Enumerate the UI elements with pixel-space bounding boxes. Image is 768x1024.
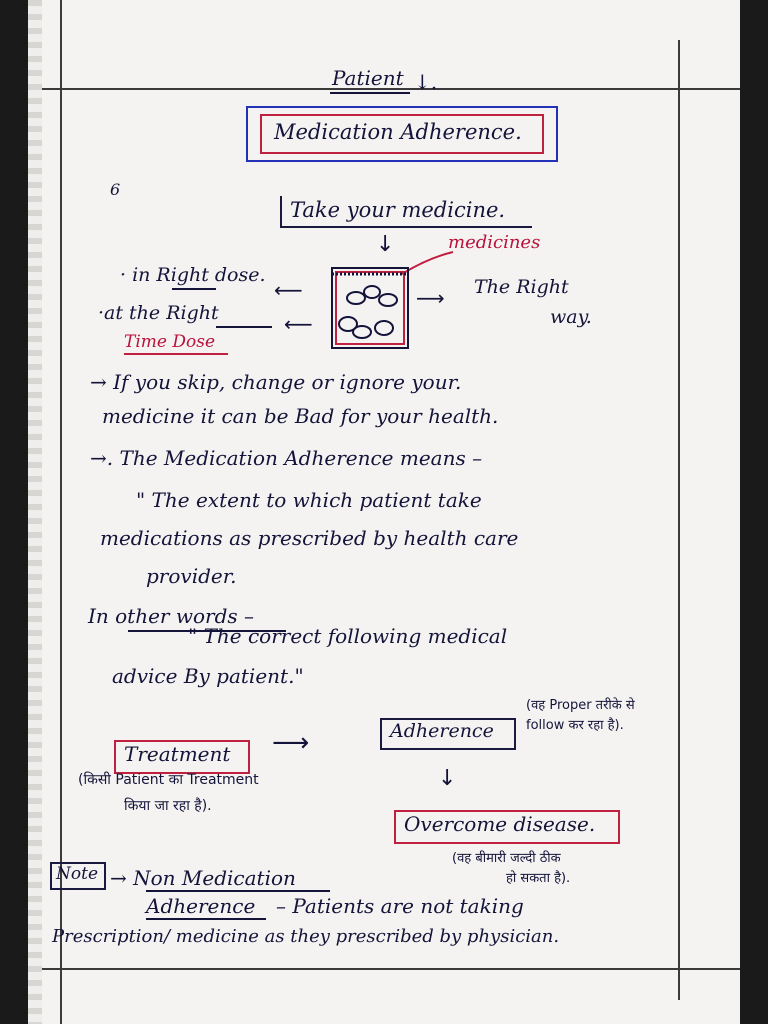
note-adherence: Adherence — [146, 894, 256, 918]
right-way-line1: The Right — [474, 276, 569, 298]
right-dose-item: · in Right dose. — [120, 264, 266, 286]
para1-line1: → If you skip, change or ignore your. — [90, 370, 462, 394]
note-adherence-underline — [146, 918, 266, 920]
other-words-line2: advice By patient." — [112, 664, 304, 688]
pill-strip-icon — [328, 264, 412, 352]
note-line1: → Non Medication — [110, 866, 296, 890]
down-arrow-icon: ↓ — [376, 232, 395, 257]
para2-line1: →. The Medication Adherence means – — [90, 446, 483, 470]
bottom-rule-line — [42, 968, 740, 970]
right-way-line2: way. — [550, 306, 592, 328]
take-medicine: Take your medicine. — [290, 198, 506, 222]
notebook-page — [28, 0, 740, 1024]
heading-mark: ↓. — [414, 70, 438, 94]
note-line2: – Patients are not taking — [276, 894, 524, 918]
adherence-note: (वह Proper तरीके से follow कर रहा है). — [526, 698, 635, 733]
para2-line4: provider. — [146, 564, 237, 588]
page-title: Medication Adherence. — [274, 120, 522, 144]
right-time-item: ·at the Right — [98, 302, 219, 324]
right-underline-2 — [216, 326, 272, 328]
treatment-label: Treatment — [124, 742, 231, 766]
adherence-label: Adherence — [390, 720, 494, 742]
down-arrow-icon-2: ↓ — [438, 766, 457, 791]
time-dose-item: Time Dose — [124, 332, 216, 352]
heading-patient: Patient — [332, 66, 404, 90]
non-medication-underline — [146, 890, 330, 892]
other-words-label: In other words – — [88, 604, 254, 628]
left-arrow-icon-1: ⟵ — [274, 278, 303, 302]
right-margin-line — [678, 40, 680, 1000]
heading-underline — [330, 92, 410, 94]
para1-line2: medicine it can be Bad for your health. — [102, 404, 499, 428]
time-dose-underline — [124, 353, 228, 355]
overcome-note-2: हो सकता है). — [506, 871, 571, 886]
treatment-note-1: (किसी Patient का Treatment — [78, 772, 259, 788]
right-arrow-icon: ⟶ — [416, 286, 445, 310]
para2-line2: " The extent to which patient take — [136, 488, 482, 512]
para2-line3: medications as prescribed by health care — [100, 526, 519, 550]
treatment-note-2: किया जा रहा है). — [124, 798, 212, 814]
note-line3: Prescription/ medicine as they prescribed by physician. — [52, 926, 560, 947]
right-underline-1 — [172, 288, 216, 290]
other-words-line1: " The correct following medical — [188, 624, 508, 648]
medicines-label: medicines — [448, 232, 541, 253]
bullet-mark: 6 — [110, 180, 121, 199]
left-arrow-icon-2: ⟵ — [284, 312, 313, 336]
spiral-binding — [28, 0, 42, 1024]
overcome-note-1: (वह बीमारी जल्दी ठीक — [452, 851, 561, 866]
flow-arrow-icon: ⟶ — [272, 728, 310, 758]
overcome-label: Overcome disease. — [404, 812, 596, 836]
note-tag: Note — [56, 864, 99, 884]
